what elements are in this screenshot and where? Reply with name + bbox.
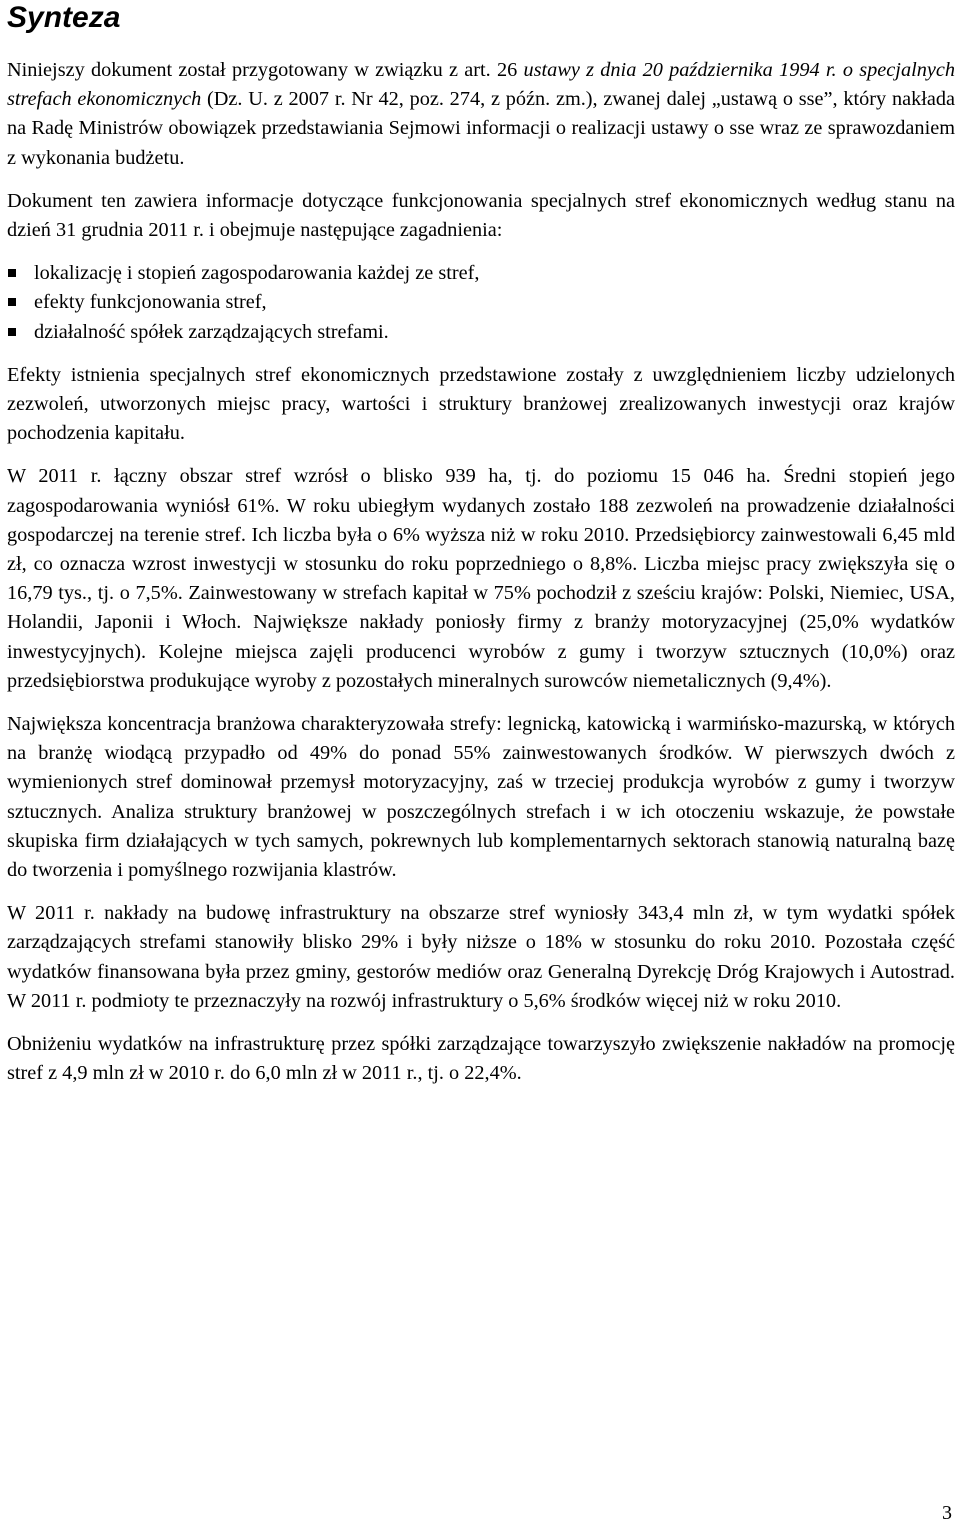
- page-title: Synteza: [7, 1, 121, 34]
- intro-text-end: (Dz. U. z 2007 r. Nr 42, poz. 274, z późn. zm.), zwanej dalej „ustawą o sse”, który nakłada na Radę Ministrów obowiązek przedstawiania Sejmowi informacji o realizacji ustawy o sse wraz ze sprawozdaniem z wykonania budżetu.: [7, 88, 956, 169]
- intro-text-start: Niniejszy dokument został przygotowany w związku z art. 26: [7, 59, 524, 81]
- intro-paragraph: [7, 56, 955, 173]
- document-page: [7, 0, 955, 1103]
- list-item-text: lokalizację i stopień zagospodarowania każdej ze stref,: [34, 262, 480, 285]
- page-number: 3: [942, 1502, 952, 1524]
- topics-list: [7, 259, 955, 347]
- body-paragraph-concentration: Największa koncentracja branżowa charakteryzowała strefy: legnicką, katowicką i warmińsko-mazurską, w których na branżę wiodącą przypadło od 49% do ponad 55% zainwestowanych środków. W pierwszych dwóch z wymienionych stref dominował przemysł motoryzacyjny, zaś w trzeciej produkcja wyrobów z gumy i tworzyw sztucznych. Analiza struktury branżowej w poszczególnych strefach i w ich otoczeniu wskazuje, że powstałe skupiska firm działających w tych samych, pokrewnych lub komplementarnych sektorach stanowią naturalną bazę do tworzenia i pomyślnego rozwijania klastrów.: [7, 713, 955, 882]
- body-paragraph-promotion: Obniżeniu wydatków na infrastrukturę przez spółki zarządzające towarzyszyło zwiększenie nakładów na promocję stref z 4,9 mln zł w 2010 r. do 6,0 mln zł w 2011 r., tj. o 22,4%.: [7, 1033, 955, 1085]
- list-item: [7, 318, 955, 347]
- body-paragraph-2011-results: W 2011 r. łączny obszar stref wzrósł o blisko 939 ha, tj. do poziomu 15 046 ha. Średni stopień jego zagospodarowania wyniósł 61%. W roku ubiegłym wydanych zostało 188 zezwoleń na prowadzenie działalności gospodarczej na terenie stref. Ich liczba była o 6% wyższa niż w roku 2010. Przedsiębiorcy zainwestowali 6,45 mld zł, co oznacza wzrost inwestycji w stosunku do roku poprzedniego o 8,8%. Liczba miejsc pracy zwiększyła się o 16,79 tys., tj. o 7,5%. Zainwestowany w strefach kapitał w 75% pochodził z sześciu krajów: Polski, Niemiec, USA, Holandii, Japonii i Włoch. Największe nakłady poniosły firmy z branży motoryzacyjnej (25,0% wydatków inwestycyjnych). Kolejne miejsca zajęli producenci wyrobów z gumy i tworzyw sztucznych (10,0%) oraz przedsiębiorstwa produkujące wyroby z pozostałych mineralnych surowców niemetalicznych (9,4%).: [7, 465, 955, 692]
- square-bullet-icon: [8, 298, 16, 306]
- square-bullet-icon: [8, 328, 16, 336]
- list-item-text: efekty funkcjonowania stref,: [34, 291, 267, 314]
- list-item: [7, 259, 955, 288]
- list-item-text: działalność spółek zarządzających strefami.: [34, 320, 389, 343]
- law-title: ustawy z dnia 20 października 1994 r. o specjalnych strefach ekonomicznych: [7, 59, 956, 111]
- body-paragraph-effects: Efekty istnienia specjalnych stref ekonomicznych przedstawione zostały z uwzględnieniem liczby udzielonych zezwoleń, utworzonych miejsc pracy, wartości i struktury branżowej zrealizowanych inwestycji oraz krajów pochodzenia kapitału.: [7, 363, 955, 445]
- scope-paragraph: Dokument ten zawiera informacje dotyczące funkcjonowania specjalnych stref ekonomicznych według stanu na dzień 31 grudnia 2011 r. i obejmuje następujące zagadnienia:: [7, 189, 955, 242]
- body-paragraph-infrastructure: W 2011 r. nakłady na budowę infrastruktury na obszarze stref wyniosły 343,4 mln zł, w tym wydatki spółek zarządzających strefami stanowiły blisko 29% i były niższe o 18% w stosunku do roku 2010. Pozostała część wydatków finansowana była przez gminy, gestorów mediów oraz Generalną Dyrekcję Dróg Krajowych i Autostrad. W 2011 r. podmioty te przeznaczyły na rozwój infrastruktury o 5,6% środków więcej niż w roku 2010.: [7, 902, 955, 1012]
- square-bullet-icon: [8, 269, 16, 277]
- list-item: [7, 288, 955, 317]
